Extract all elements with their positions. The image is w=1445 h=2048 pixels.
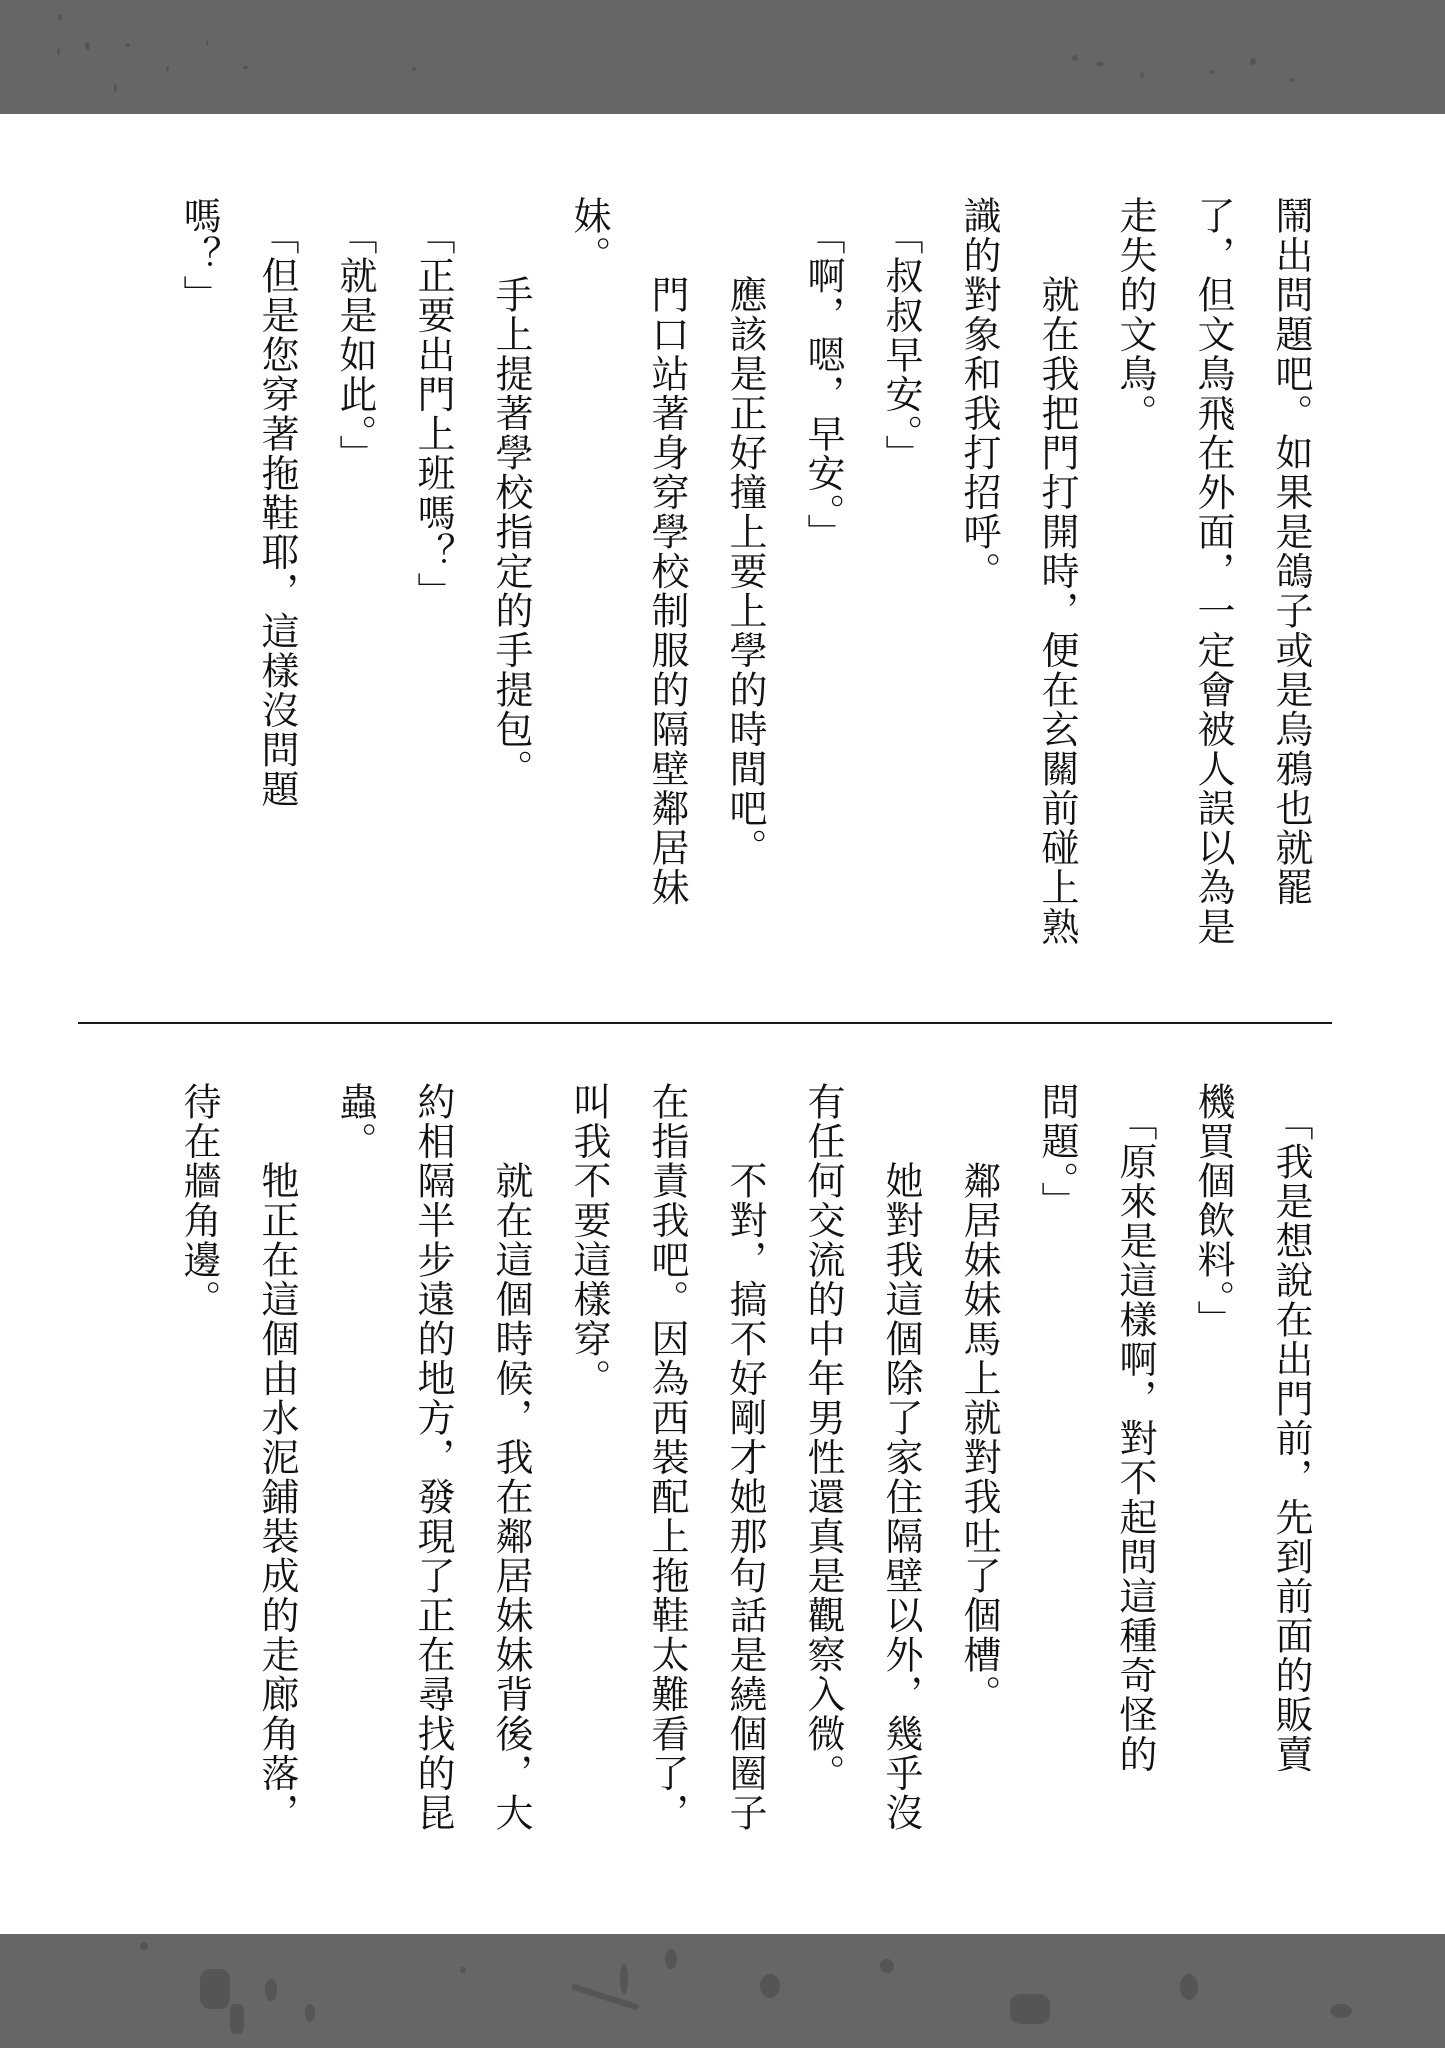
text-column: 她對我這個除了家住隔壁以外，幾乎沒 <box>879 1082 923 1833</box>
text-column: 應該是正好撞上要上學的時間吧。 <box>723 196 767 868</box>
speck <box>412 67 416 71</box>
text-column: 門口站著身穿學校制服的隔壁鄰居妹 <box>645 196 689 907</box>
text-column: 叫我不要這樣穿。 <box>567 1082 611 1398</box>
bottom-text-section <box>110 1082 1330 1882</box>
text-column: 手上提著學校指定的手提包。 <box>489 196 533 789</box>
speck <box>1072 55 1078 61</box>
speck <box>665 1949 677 1969</box>
speck <box>760 1974 780 1998</box>
text-column: 蟲。 <box>333 1082 377 1161</box>
speck <box>140 1942 148 1950</box>
text-column: 了，但文鳥飛在外面，一定會被人誤以為是 <box>1191 196 1235 947</box>
speck <box>460 1967 466 1973</box>
text-column: 「原來是這樣啊，對不起問這種奇怪的 <box>1113 1082 1157 1774</box>
text-column: 有任何交流的中年男性還真是觀察入微。 <box>801 1082 845 1793</box>
speck <box>1330 2004 1352 2018</box>
text-column: 「正要出門上班嗎？」 <box>411 196 455 612</box>
text-column: 機買個飲料。」 <box>1191 1082 1235 1340</box>
speck <box>85 42 90 50</box>
speck <box>243 66 248 69</box>
text-column: 就在這個時候，我在鄰居妹妹背後，大 <box>489 1082 533 1833</box>
text-column: 問題。」 <box>1035 1082 1079 1221</box>
speck <box>1290 78 1294 82</box>
text-column: 鄰居妹妹馬上就對我吐了個槽。 <box>957 1082 1001 1714</box>
text-column: 走失的文鳥。 <box>1113 196 1157 433</box>
header-texture-band <box>0 0 1445 114</box>
speck <box>166 66 169 72</box>
text-column: 不對，搞不好剛才她那句話是繞個圈子 <box>723 1082 767 1833</box>
text-column: 「啊，嗯，早安。」 <box>801 196 845 553</box>
top-text-section <box>110 196 1330 976</box>
text-column: 待在牆角邊。 <box>177 1082 221 1319</box>
speck <box>265 1979 277 2001</box>
text-column: 就在我把門打開時，便在玄關前碰上熟 <box>1035 196 1079 947</box>
speck <box>230 2004 244 2034</box>
speck <box>1210 70 1215 74</box>
speck <box>200 1969 230 2009</box>
speck <box>206 40 208 46</box>
speck <box>1250 58 1256 65</box>
text-column: 「叔叔早安。」 <box>879 196 923 474</box>
section-separator-rule <box>78 1022 1332 1024</box>
speck <box>114 84 117 92</box>
speck <box>305 2004 315 2022</box>
text-column: 識的對象和我打招呼。 <box>957 196 1001 591</box>
speck <box>58 14 62 20</box>
speck <box>620 1964 628 1994</box>
text-column: 嗎？」 <box>177 196 221 315</box>
speck <box>125 43 130 47</box>
speck <box>1010 1994 1050 2024</box>
speck <box>1140 72 1144 78</box>
text-column: 在指責我吧。因為西裝配上拖鞋太難看了， <box>645 1082 689 1833</box>
speck <box>880 1959 894 1973</box>
text-column: 「但是您穿著拖鞋耶，這樣沒問題 <box>255 196 299 809</box>
text-column: 妹。 <box>567 196 611 275</box>
text-column: 鬧出問題吧。如果是鴿子或是烏鴉也就罷 <box>1269 196 1313 907</box>
text-column: 約相隔半步遠的地方，發現了正在尋找的昆 <box>411 1082 455 1833</box>
text-column: 牠正在這個由水泥鋪裝成的走廊角落， <box>255 1082 299 1833</box>
speck <box>571 1983 639 2010</box>
text-column: 「就是如此。」 <box>333 196 377 474</box>
speck <box>1095 62 1104 66</box>
footer-texture-band <box>0 1934 1445 2048</box>
speck <box>57 48 60 55</box>
speck <box>1180 1974 1198 2000</box>
text-column: 「我是想說在出門前，先到前面的販賣 <box>1269 1082 1313 1774</box>
